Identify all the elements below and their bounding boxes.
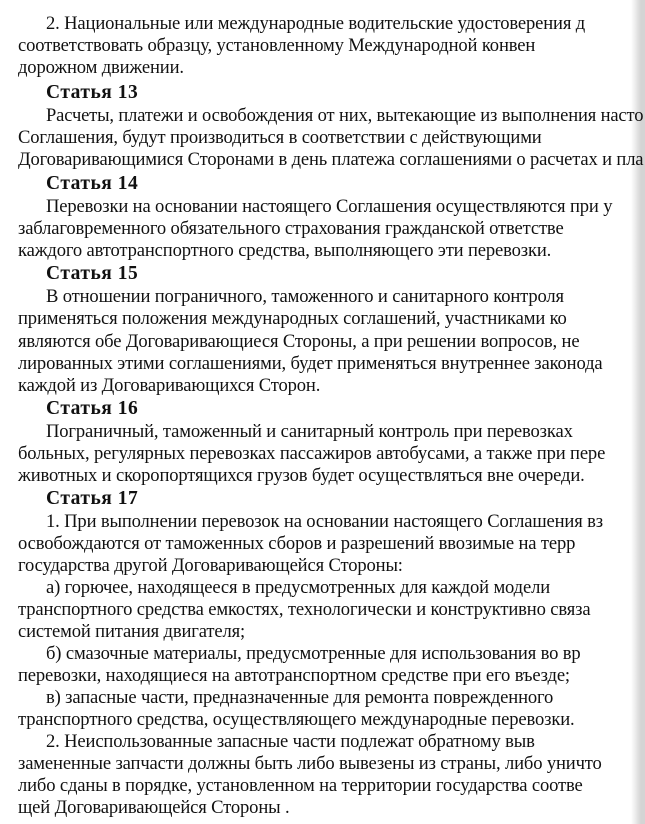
article-line: 2. Неиспользованные запасные части подлежат обратному выв xyxy=(46,730,535,752)
article-heading: Статья 13 xyxy=(46,82,139,104)
article-heading: Статья 17 xyxy=(46,487,139,509)
article-line: каждого автотранспортного средства, выполняющего эти перевозки. xyxy=(18,240,552,262)
article-line: В отношении пограничного, таможенного и санитарного контроля xyxy=(46,286,564,308)
intro-line: дорожном движении. xyxy=(18,56,184,78)
article-line: а) горючее, находящееся в предусмотренных для каждой модели xyxy=(46,576,551,598)
article-heading: Статья 14 xyxy=(46,173,139,195)
article-line: транспортного средства, осуществляющего международные перевозки. xyxy=(18,708,575,730)
article-heading: Статья 15 xyxy=(46,263,139,285)
article-line: каждой из Договаривающихся Сторон. xyxy=(18,374,321,396)
article-line: применяться положения международных соглашений, участниками ко xyxy=(18,308,567,330)
article-line: освобождаются от таможенных сборов и разрешений ввозимые на терр xyxy=(18,532,576,554)
article-heading: Статья 16 xyxy=(46,397,139,419)
intro-line: соответствовать образцу, установленному Международной конвен xyxy=(18,34,536,56)
article-line: Пограничный, таможенный и санитарный контроль при перевозках xyxy=(46,420,573,442)
article-line: либо сданы в порядке, установленном на территории государства соотве xyxy=(18,774,583,796)
article-line: являются обе Договаривающиеся Стороны, а при решении вопросов, не xyxy=(18,330,580,352)
article-line: перевозки, находящиеся на автотранспортном средстве при его въезде; xyxy=(18,664,570,686)
article-line: в) запасные части, предназначенные для ремонта поврежденного xyxy=(46,686,554,708)
article-line: щей Договаривающейся Стороны . xyxy=(18,796,290,818)
article-line: системой питания двигателя; xyxy=(18,620,246,642)
article-line: государства другой Договаривающейся Стороны: xyxy=(18,554,403,576)
article-line: Соглашения, будут производиться в соответствии с действующими xyxy=(18,127,542,149)
article-line: лированных этими соглашениями, будет применяться внутреннее законода xyxy=(18,352,603,374)
article-line: транспортного средства емкостях, технологически и конструктивно связа xyxy=(18,598,591,620)
intro-line: 2. Национальные или международные водительские удостоверения д xyxy=(46,12,586,34)
article-line: больных, регулярных перевозках пассажиров автобусами, а также при пере xyxy=(18,442,606,464)
article-line: Перевозки на основании настоящего Соглашения осуществляются при у xyxy=(46,196,613,218)
article-line: замененные запчасти должны быть либо вывезены из страны, либо уничто xyxy=(18,752,602,774)
article-line: 1. При выполнении перевозок на основании настоящего Соглашения вз xyxy=(46,510,603,532)
article-line: б) смазочные материалы, предусмотренные для использования во вр xyxy=(46,642,581,664)
article-line: животных и скоропортящихся грузов будет осуществляться вне очереди. xyxy=(18,464,585,486)
article-line: заблаговременного обязательного страхования гражданской ответстве xyxy=(18,218,564,240)
article-line: Договаривающимися Сторонами в день платежа соглашениями о расчетах и пла xyxy=(18,149,644,171)
scan-edge-shadow xyxy=(631,0,645,824)
article-line: Расчеты, платежи и освобождения от них, вытекающие из выполнения насто xyxy=(46,105,644,127)
